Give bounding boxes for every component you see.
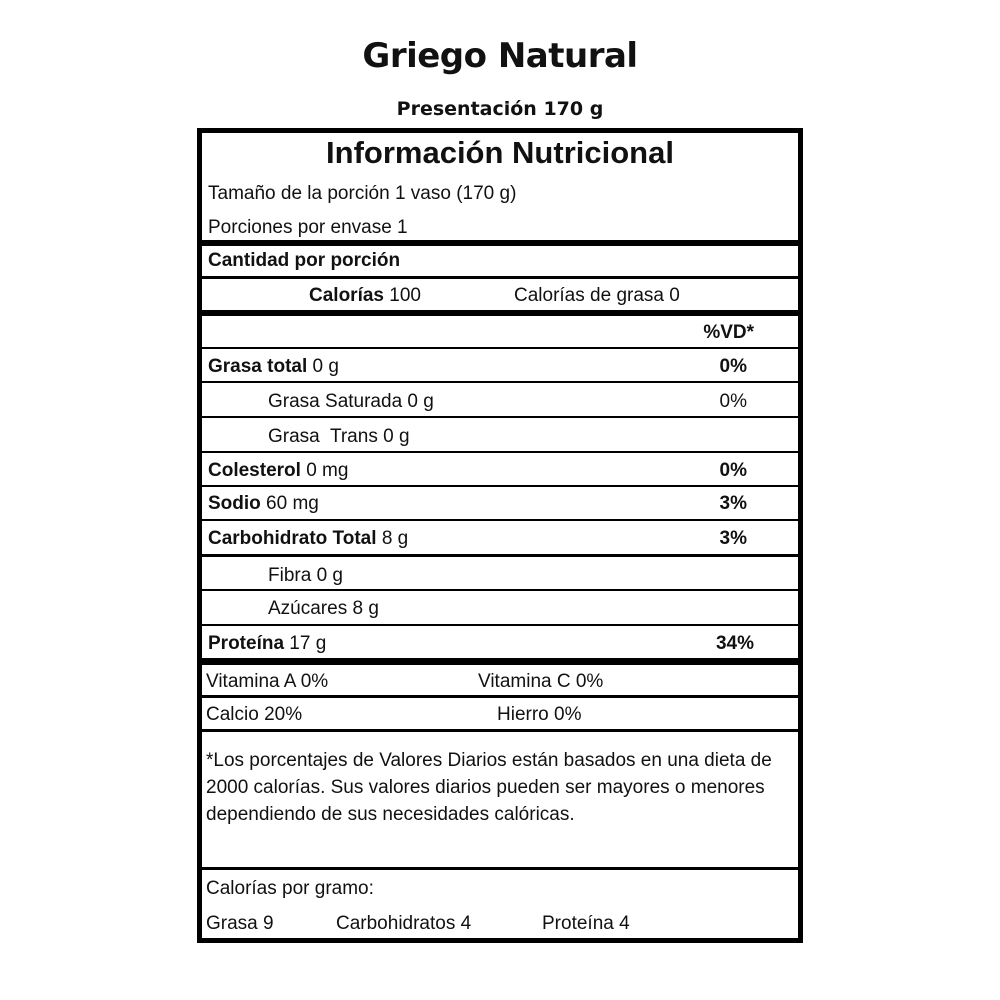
nutrient-row-fiber <box>202 557 798 589</box>
product-title: Griego Natural <box>362 36 638 76</box>
presentation-size: Presentación 170 g <box>396 98 604 120</box>
nutrient-name: Colesterol <box>208 460 301 481</box>
calories-row <box>202 279 798 310</box>
nutrient-dv: 3% <box>719 493 747 514</box>
iron: Hierro 0% <box>497 704 582 725</box>
nutrient-amount: 17 g <box>284 633 327 654</box>
nutrient-dv: 0% <box>719 391 747 412</box>
nutrient-row-cholesterol <box>202 453 798 485</box>
serving-size-row <box>202 181 798 211</box>
nutrient-name: Grasa Trans 0 g <box>268 426 410 447</box>
nutrient-row-protein <box>202 626 798 658</box>
calories <box>309 286 421 305</box>
nutrient-name: Carbohidrato Total <box>208 528 377 549</box>
nutrient-name: Fibra 0 g <box>268 565 343 586</box>
nutrient-amount: 0 mg <box>300 460 349 481</box>
nutrition-facts-label <box>197 128 803 943</box>
vitamin-c: Vitamina C 0% <box>478 671 604 692</box>
calcium: Calcio 20% <box>206 704 303 725</box>
nutrient-amount: 8 g <box>376 528 409 549</box>
nutrient-name: Grasa Saturada 0 g <box>268 391 434 412</box>
label-heading: Información Nutricional <box>326 135 674 170</box>
nutrient-dv: 3% <box>719 528 747 549</box>
nutrient-row-saturated-fat <box>202 383 798 416</box>
nutrient-dv: 34% <box>715 633 754 654</box>
amount-per-serving-row <box>202 246 798 276</box>
nutrient-row-total-carbohydrate <box>202 521 798 554</box>
nutrient-amount: 0 g <box>307 356 339 377</box>
vitamin-a: Vitamina A 0% <box>206 671 329 692</box>
nutrient-row-sugars <box>202 591 798 624</box>
protein-calories-per-gram: Proteína 4 <box>542 913 630 934</box>
vitamins-row <box>202 665 798 695</box>
nutrient-name: Azúcares 8 g <box>268 598 379 619</box>
calories-per-gram-label: Calorías por gramo: <box>206 878 374 899</box>
daily-value-footnote: *Los porcentajes de Valores Diarios están basados en una dieta de 2000 calorías. Sus valores diarios pueden ser mayores o menores dependiendo de sus necesidades calóricas. <box>206 750 772 825</box>
nutrient-amount: 60 mg <box>260 493 319 514</box>
fat-calories-per-gram: Grasa 9 <box>206 913 274 934</box>
calories-per-gram-section <box>202 870 798 938</box>
nutrient-row-sodium <box>202 487 798 519</box>
calories-label: Calorías <box>309 285 384 306</box>
nutrient-dv: 0% <box>719 356 747 377</box>
dv-header-row <box>202 316 798 347</box>
nutrient-row-trans-fat <box>202 418 798 451</box>
calories-value: 100 <box>383 285 421 306</box>
minerals-row <box>202 698 798 729</box>
serving-size: Tamaño de la porción 1 vaso (170 g) <box>208 183 517 204</box>
amount-per-serving: Cantidad por porción <box>208 250 401 271</box>
nutrient-row-total-fat <box>202 349 798 381</box>
nutrient-name: Sodio <box>208 493 261 514</box>
servings-per-container: Porciones por envase 1 <box>208 217 408 238</box>
thick-divider <box>202 658 798 665</box>
nutrient-dv: 0% <box>719 460 747 481</box>
dv-header: %VD* <box>703 322 754 343</box>
nutrient-name: Grasa total <box>208 356 308 377</box>
fat-calories: Calorías de grasa 0 <box>514 285 680 306</box>
nutrient-name: Proteína <box>208 633 285 654</box>
footnote-row <box>202 732 798 867</box>
carbs-calories-per-gram: Carbohidratos 4 <box>336 913 472 934</box>
